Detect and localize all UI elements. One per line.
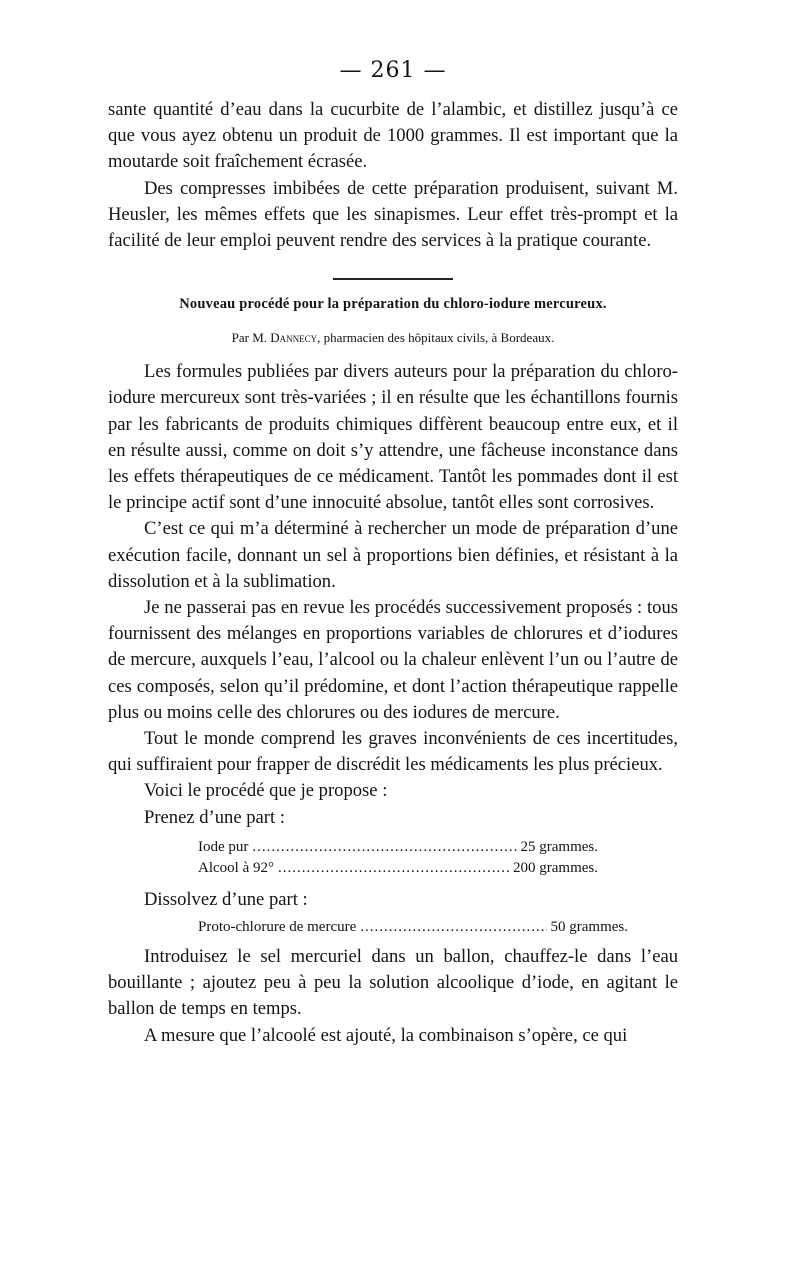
paragraph: Des compresses imbibées de cette préparation produisent, suivant M. Heusler, les mêmes effets que les sinapismes. Leur effet très-prompt et la facilité de leur emploi peuvent rendre des services à la pratique courante. — [108, 177, 678, 252]
leader-dots — [360, 917, 546, 938]
author-byline — [108, 330, 678, 346]
page-number: — 261 — — [339, 58, 447, 83]
paragraph: C’est ce qui m’a déterminé à rechercher un mode de préparation d’une exécution facile, donnant un sel à proportions bien définies, et résistant à la dissolution et à la sublimation. — [108, 518, 678, 592]
byline-author: Dannecy — [270, 330, 318, 346]
leader-dots — [278, 858, 509, 879]
paragraph: Introduisez le sel mercuriel dans un ballon, chauffez-le dans l’eau bouillante ; ajoutez peu à peu la solution alcoolique d’iode, en agitant le ballon de temps en temps. — [108, 946, 678, 1020]
byline-prefix: Par M. — [231, 330, 268, 346]
paragraph: Tout le monde comprend les graves inconvénients de ces incertitudes, qui suffiraient pour frapper de discrédit les médicaments les plus précieux. — [108, 728, 678, 776]
byline-suffix: , pharmacien des hôpitaux civils, à Bordeaux. — [317, 330, 555, 346]
paragraph: Les formules publiées par divers auteurs pour la préparation du chloro-iodure mercureux sont très-variées ; il en résulte que les échantillons fournis par les fabricants de produits chimiques diffèrent beaucoup entre eux, et il en résulte aussi, comme on doit s’y attendre, une fâcheuse inconstance dans les effets thérapeutiques de ce médicament. Tantôt les pommades dont il est le principe actif sont d’une innocuité absolue, tantôt elles sont corrosives. — [108, 361, 678, 514]
section-divider — [333, 278, 453, 280]
document-page — [108, 58, 678, 1049]
section-title: Nouveau procédé pour la préparation du chloro-iodure mercureux. — [179, 296, 607, 313]
paragraph: Prenez d’une part : — [144, 806, 285, 828]
recipe-row — [198, 837, 598, 858]
recipe-list — [198, 917, 628, 938]
paragraph: sante quantité d’eau dans la cucurbite de l’alambic, et distillez jusqu’à ce que vous ayez obtenu un produit de 1000 grammes. Il est important que la moutarde soit fraîchement écrasée. — [108, 99, 678, 173]
paragraph: Dissolvez d’une part : — [144, 888, 308, 910]
ingredient-name: Proto-chlorure de mercure — [198, 919, 357, 936]
recipe-list — [198, 837, 598, 879]
recipe-row — [198, 917, 628, 938]
ingredient-quantity: 25 grammes. — [520, 838, 598, 855]
ingredient-name: Iode pur — [198, 838, 249, 855]
paragraph: Voici le procédé que je propose : — [144, 780, 388, 802]
ingredient-quantity: 50 grammes. — [550, 919, 628, 936]
paragraph: A mesure que l’alcoolé est ajouté, la combinaison s’opère, ce qui — [144, 1024, 628, 1046]
recipe-row — [198, 858, 598, 879]
leader-dots — [252, 837, 516, 858]
ingredient-name: Alcool à 92° — [198, 859, 274, 876]
ingredient-quantity: 200 grammes. — [513, 859, 598, 876]
paragraph: Je ne passerai pas en revue les procédés successivement proposés : tous fournissent des mélanges en proportions variables de chlorures et d’iodures de mercure, auxquels l’eau, l’alcool ou la chaleur enlèvent l’un ou l’autre de ces composés, selon qu’il prédomine, et dont l’action thérapeutique rappelle plus ou moins celle des chlorures ou des iodures de mercure. — [108, 597, 678, 723]
